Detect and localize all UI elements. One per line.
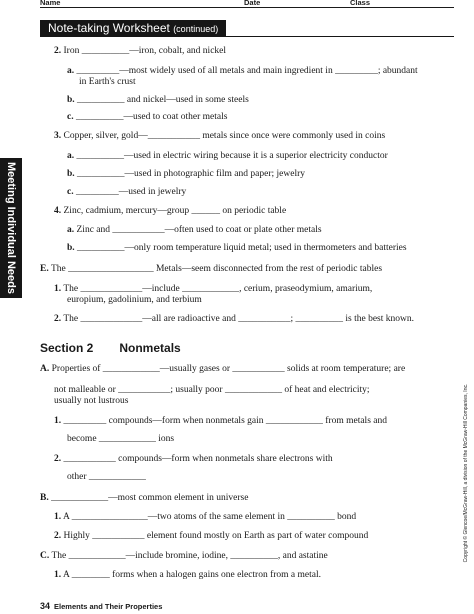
- outline-item-2b: b. __________ and nickel—used in some steels: [67, 95, 249, 105]
- outline-item-3: 3. Copper, silver, gold—___________ metals since once were commonly used in coins: [54, 131, 386, 141]
- outline-item-3a: a. __________—used in electric wiring because it is a superior electricity conductor: [67, 151, 388, 161]
- title-main: Note-taking Worksheet: [48, 21, 170, 35]
- outline-item-A: A. Properties of ____________—usually gases or ___________ solids at room temperature; are: [40, 364, 406, 374]
- outline-item-E1-cont: europium, gadolinium, and terbium: [67, 295, 202, 305]
- section-heading: Section 2 Nonmetals: [40, 341, 181, 355]
- outline-item-3c: c. _________—used in jewelry: [67, 187, 187, 197]
- outline-item-C1: 1. A ________ forms when a halogen gains one electron from a metal.: [54, 570, 321, 580]
- outline-item-E1: 1. The _____________—include ____________, cerium, praseodymium, amarium,: [54, 284, 373, 294]
- outline-item-C: C. The ____________—include bromine, iodine, __________, and astatine: [40, 551, 328, 561]
- outline-item-B2: 2. Highly ___________ element found mostly on Earth as part of water compound: [54, 531, 369, 541]
- footer-title: Elements and Their Properties: [54, 602, 163, 611]
- side-tab-label: Meeting Individual Needs: [5, 161, 17, 295]
- outline-item-A2-cont: other ____________: [67, 472, 146, 482]
- date-label: Date: [244, 0, 261, 7]
- outline-item-A2: 2. ___________ compounds—form when nonmetals share electrons with: [54, 454, 333, 464]
- outline-item-2a-cont: in Earth's crust: [79, 77, 136, 87]
- side-tab: [0, 158, 22, 298]
- outline-item-2c: c. __________—used to coat other metals: [67, 112, 228, 122]
- outline-item-A-cont1: not malleable or ___________; usually poor ____________ of heat and electricity;: [54, 385, 370, 395]
- outline-item-4b: b. __________—only room temperature liquid metal; used in thermometers and batteries: [67, 243, 407, 253]
- header-rule: [40, 7, 454, 8]
- outline-item-4: 4. Zinc, cadmium, mercury—group ______ on periodic table: [54, 206, 287, 216]
- outline-item-A1-cont: become ____________ ions: [67, 434, 175, 444]
- name-label: Name: [40, 0, 61, 7]
- worksheet-title-bar: [40, 20, 454, 38]
- outline-item-E2: 2. The _____________—all are radioactive and ___________; __________ is the best known.: [54, 314, 414, 324]
- title-sub: (continued): [173, 24, 219, 34]
- page-footer: [40, 601, 162, 611]
- worksheet-title: [40, 20, 226, 37]
- outline-item-A-cont2: usually not lustrous: [54, 396, 129, 406]
- copyright-notice: Copyright © Glencoe/McGraw-Hill, a division of the McGraw-Hill Companies, Inc.: [463, 383, 469, 563]
- outline-item-2: 2. Iron __________—iron, cobalt, and nickel: [54, 46, 227, 56]
- page-number: 34: [40, 601, 51, 611]
- class-label: Class: [350, 0, 371, 7]
- outline-item-4a: a. Zinc and ___________—often used to coat or plate other metals: [67, 225, 322, 235]
- outline-item-A1: 1. _________ compounds—form when nonmetals gain ____________ from metals and: [54, 416, 387, 426]
- page-header: [0, 0, 474, 9]
- outline-item-2a: a. _________—most widely used of all metals and main ingredient in _________; abundant: [67, 66, 418, 76]
- outline-item-E: E. The __________________ Metals—seem disconnected from the rest of periodic tables: [40, 264, 383, 274]
- outline-item-3b: b. __________—used in photographic film and paper; jewelry: [67, 169, 305, 179]
- title-underline: [40, 36, 454, 37]
- outline-item-B1: 1. A ________________—two atoms of the same element in __________ bond: [54, 512, 357, 522]
- outline-item-B: B. ____________—most common element in universe: [40, 493, 249, 503]
